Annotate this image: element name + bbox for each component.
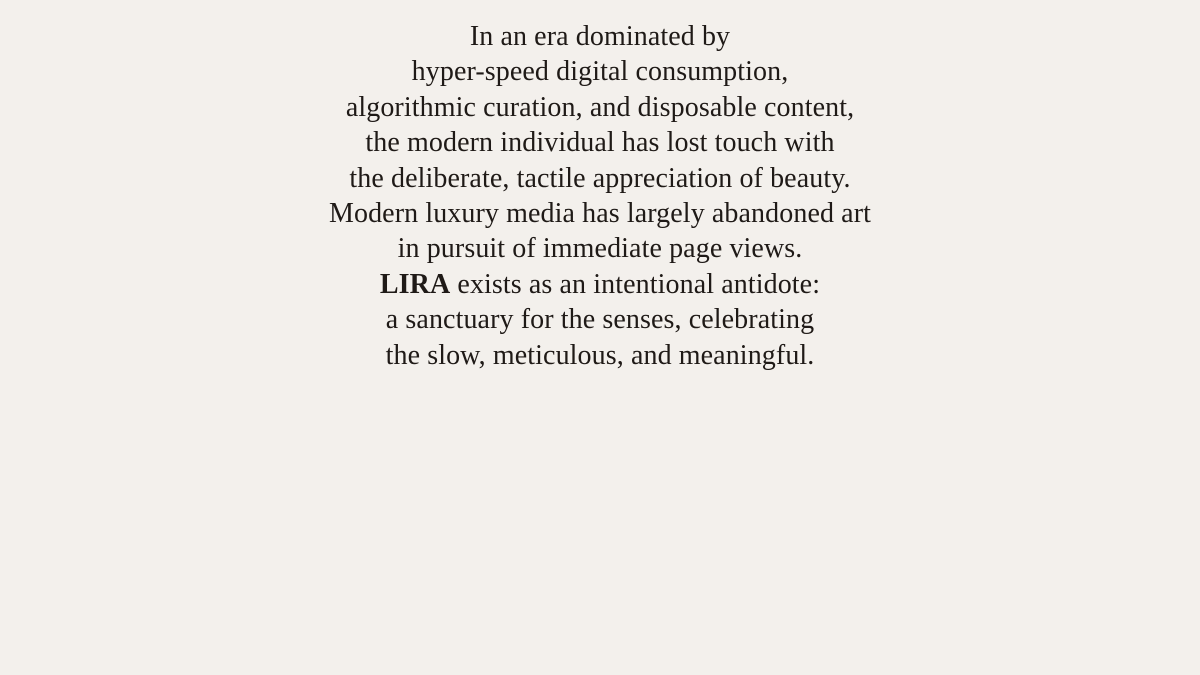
manifesto-line: a sanctuary for the senses, celebrating xyxy=(385,304,815,336)
manifesto-line: hyper-speed digital consumption, xyxy=(411,56,789,88)
manifesto-line: in pursuit of immediate page views. xyxy=(397,233,803,265)
manifesto-line: algorithmic curation, and disposable content, xyxy=(345,91,855,123)
manifesto-line-brand xyxy=(0,267,1200,302)
brand-name: LIRA xyxy=(379,268,451,300)
manifesto-line: the modern individual has lost touch with xyxy=(365,127,835,159)
manifesto-line: Modern luxury media has largely abandoned art xyxy=(328,198,872,230)
manifesto-line-rest: exists as an intentional antidote: xyxy=(450,268,821,300)
manifesto-line: In an era dominated by xyxy=(469,21,731,52)
manifesto-line: the deliberate, tactile appreciation of beauty. xyxy=(349,162,851,194)
manifesto-text xyxy=(0,19,1200,373)
manifesto-line: the slow, meticulous, and meaningful. xyxy=(385,339,815,371)
